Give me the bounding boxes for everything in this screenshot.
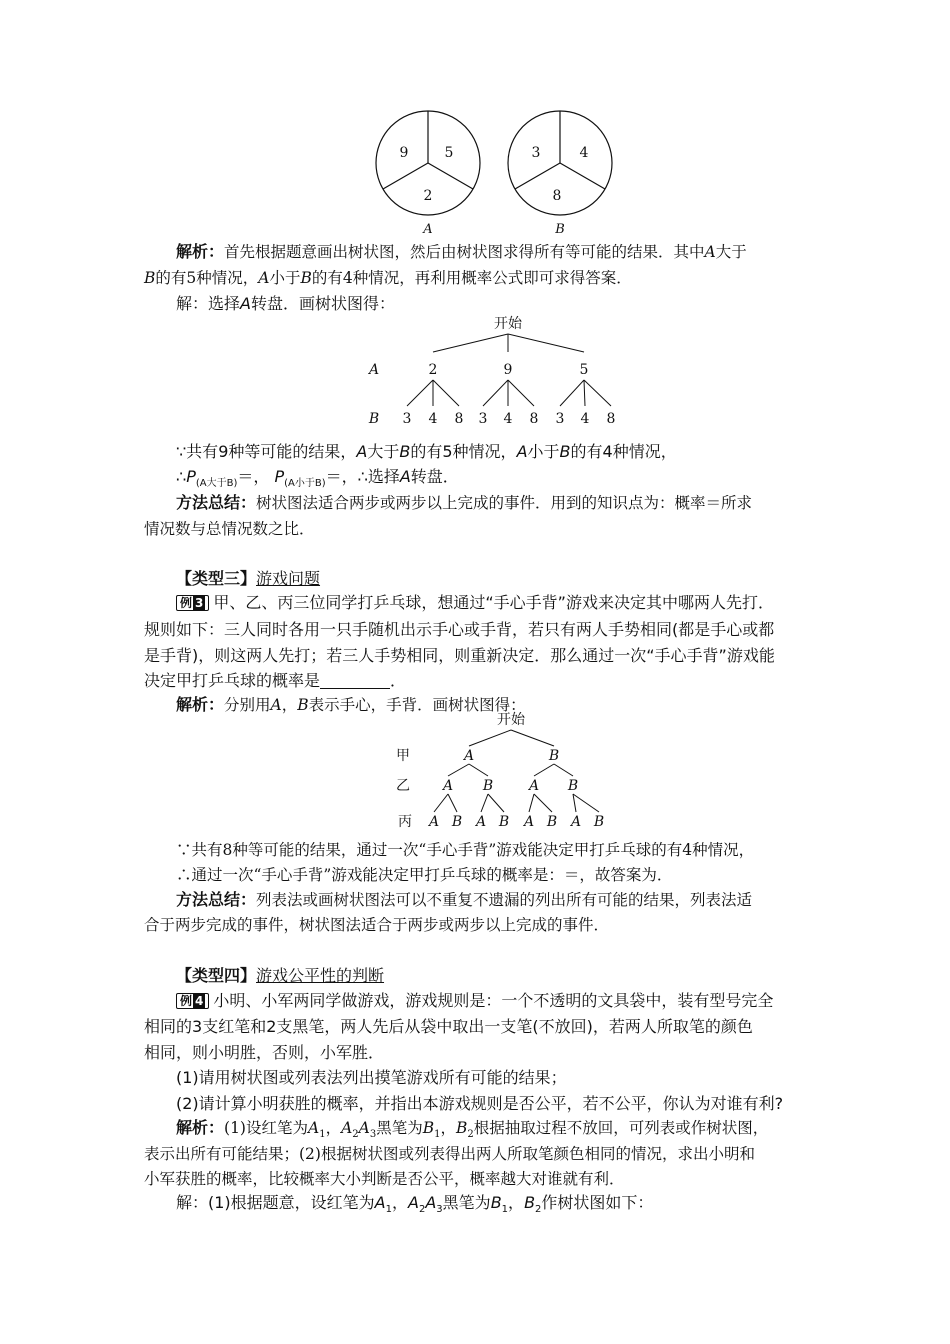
var-b: B — [456, 1119, 468, 1137]
text: ∴ — [176, 467, 187, 486]
type3-question-line3 — [144, 645, 775, 667]
num: 4 — [602, 442, 613, 461]
text: 大于 — [367, 442, 400, 461]
num: 2 — [266, 1017, 277, 1036]
summary-text: 树状图法适合两步或两步以上完成的事件．用到的知识点为：概率＝所求 — [256, 494, 753, 512]
subscript: 2 — [467, 1129, 474, 1141]
subscript: 1 — [501, 1204, 509, 1216]
tree2-l3-node: A — [428, 814, 440, 830]
type3-question-line1 — [176, 592, 774, 614]
spinner-b-n3: 8 — [552, 188, 562, 204]
type3-question-line4 — [144, 670, 406, 692]
type4-analysis-line1 — [176, 1117, 768, 1146]
num: 4 — [342, 269, 353, 287]
question-text: 是手背)，则这两人先打；若三人手势相同，则重新决定．那么通过一次“手心手背”游戏能 — [144, 646, 775, 665]
tree1-b-node: 3 — [555, 411, 565, 427]
prob-subscript: (A小于B) — [284, 478, 326, 490]
tree2-yi: 乙 — [396, 778, 410, 794]
question-text: 规则如下：三人同时各用一只手随机出示手心或手背，若只有两人手势相同(都是手心或都 — [144, 620, 775, 639]
ex2-because — [176, 441, 677, 463]
num: 4 — [682, 841, 693, 859]
spinner-a-n1: 9 — [399, 145, 409, 161]
tree2-l3-node: B — [593, 814, 605, 830]
prob-symbol: P — [274, 467, 285, 486]
var-a: A — [408, 1193, 419, 1212]
num: 5 — [442, 442, 453, 461]
tree2-l2-node: B — [567, 778, 579, 794]
num: 5 — [186, 269, 197, 287]
subscript: 1 — [385, 1204, 392, 1216]
type3-heading — [176, 568, 320, 590]
var-b: B — [399, 442, 411, 461]
var-a: A — [341, 1119, 353, 1137]
var-a: A — [399, 467, 411, 486]
spinner-b — [508, 111, 612, 237]
text: 转盘． — [410, 467, 459, 486]
spinner-b-label: B — [555, 222, 565, 237]
analysis-text: 小军获胜的概率，比较概率大小判断是否公平，概率越大对谁就有利． — [144, 1170, 625, 1188]
text: 种等可能的结果，通过一次“手心手背”游戏能决定甲打乒乓球的有 — [232, 841, 683, 859]
analysis-text: 小于 — [269, 269, 301, 287]
text: ∴通过一次“手心手背”游戏能决定甲打乒乓球的概率是：＝，故答案为． — [176, 866, 673, 884]
var-a: A — [240, 294, 251, 313]
analysis-text: ， — [440, 1119, 457, 1137]
prob-subscript: (A大于B) — [195, 478, 238, 490]
analysis-text: 分别用 — [224, 696, 271, 714]
tree2-l3-node: B — [546, 814, 558, 830]
tree2-jia: 甲 — [396, 748, 410, 764]
solution-text: 黑笔为 — [442, 1193, 491, 1212]
analysis-text: 种情况，再利用概率公式即可求得答案． — [352, 269, 632, 287]
analysis-text: 根据抽取过程不放回，可列表或作树状图， — [473, 1119, 769, 1137]
type3-summary-line2 — [144, 914, 609, 936]
question-text: 决定甲打乒乓球的概率是 — [144, 671, 321, 690]
tree2-start: 开始 — [497, 712, 525, 728]
type3-question-line2 — [144, 619, 774, 641]
var-a: A — [516, 442, 528, 461]
type3-summary-line1 — [176, 889, 752, 911]
text: ＝，∴选择 — [325, 467, 400, 486]
question-part: (1)请用树状图或列表法列出摸笔游戏所有可能的结果； — [176, 1068, 567, 1087]
tree1-b-node: 4 — [503, 411, 513, 427]
text: 的有 — [410, 442, 443, 461]
var-a: A — [356, 442, 368, 461]
tree2-bing: 丙 — [398, 814, 412, 830]
analysis-text: 的有 — [155, 269, 187, 287]
analysis-text: 的有 — [311, 269, 343, 287]
spinner-diagram — [0, 0, 950, 240]
tree1-b-node: 3 — [478, 411, 488, 427]
summary-label: 方法总结： — [176, 890, 257, 909]
ex2-summary-line1 — [176, 492, 752, 514]
num: 3 — [192, 1017, 203, 1036]
analysis-text: 表示手心，手背．画树状图得： — [308, 696, 526, 714]
var-a: A — [358, 1119, 370, 1137]
question-part: (2)请计算小明获胜的概率，并指出本游戏规则是否公平，若不公平，你认为对谁有利? — [176, 1094, 784, 1113]
prob-symbol: P — [186, 467, 196, 486]
badge-num: 3 — [195, 596, 204, 610]
type4-question-line2 — [144, 1016, 753, 1038]
tree2-l3-node: A — [475, 814, 487, 830]
tree1-a-node: 5 — [579, 362, 589, 378]
summary-text: 列表法或画树状图法可以不重复不遗漏的列出所有可能的结果，列表法适 — [256, 891, 753, 909]
heading-tag: 【类型三】 — [176, 569, 257, 588]
var-b: B — [422, 1119, 435, 1137]
subscript: 2 — [352, 1129, 359, 1141]
type4-question-line3 — [144, 1042, 384, 1064]
subscript: 2 — [535, 1204, 542, 1216]
text: 种情况， — [452, 442, 517, 461]
spinner-a-n3: 2 — [423, 188, 433, 204]
type4-part1 — [176, 1067, 567, 1089]
analysis-label: 解析： — [176, 242, 225, 261]
text: ∵共有 — [176, 442, 219, 461]
tree2-l3-node: A — [523, 814, 535, 830]
tree1-row-b-label: B — [368, 411, 380, 427]
num: 9 — [218, 442, 229, 461]
analysis-text: (1)设红笔为 — [224, 1119, 308, 1137]
analysis-label: 解析： — [176, 1118, 225, 1137]
ex2-therefore — [176, 466, 459, 495]
var-b: B — [300, 269, 312, 287]
tree2-l3-node: B — [498, 814, 510, 830]
type3-because — [176, 839, 754, 861]
tree2-l2-node: A — [528, 778, 540, 794]
tree1-start: 开始 — [494, 316, 522, 332]
tree1-b-node: 8 — [529, 411, 539, 427]
text: 种情况， — [692, 841, 755, 859]
badge-text: 例 — [180, 994, 193, 1008]
analysis-text: ， — [325, 1119, 342, 1137]
tree2-l1-node: A — [463, 748, 475, 764]
question-text: 支红笔和 — [202, 1017, 267, 1036]
text: 小于 — [527, 442, 560, 461]
analysis-label: 解析： — [176, 695, 225, 714]
analysis-text: 大于 — [715, 243, 747, 261]
text: ∵共有 — [176, 841, 223, 859]
solution-text: ， — [508, 1193, 525, 1212]
subscript: 1 — [434, 1129, 441, 1141]
answer-blank[interactable] — [320, 672, 390, 689]
question-text: 小明、小军两同学做游戏，游戏规则是：一个不透明的文具袋中，装有型号完全 — [213, 991, 774, 1010]
solution-text: 解：选择 — [176, 294, 241, 313]
tree1-b-node: 4 — [428, 411, 438, 427]
analysis-text: 种情况， — [196, 269, 259, 287]
tree1-row-a-label: A — [368, 362, 380, 378]
tree2-l3-node: A — [570, 814, 582, 830]
question-text: ． — [390, 671, 407, 690]
var-a: A — [270, 696, 282, 714]
analysis-text: 首先根据题意画出树状图，然后由树状图求得所有等可能的结果．其中 — [224, 243, 705, 261]
tree1-b-node: 8 — [606, 411, 616, 427]
var-a: A — [425, 1193, 437, 1212]
solution-text: ， — [392, 1193, 409, 1212]
tree1-b-node: 3 — [402, 411, 412, 427]
solution-text: 解：(1)根据题意，设红笔为 — [176, 1193, 375, 1212]
subscript: 1 — [319, 1129, 326, 1141]
subscript: 2 — [418, 1204, 426, 1216]
tree1-a-node: 9 — [503, 362, 513, 378]
var-b: B — [297, 696, 309, 714]
type3-therefore — [176, 864, 672, 886]
var-a: A — [307, 1119, 320, 1137]
var-a: A — [374, 1193, 386, 1212]
ex2-analysis-line2 — [144, 267, 632, 289]
type4-analysis-line3 — [144, 1168, 625, 1190]
num: 8 — [222, 841, 233, 859]
solution-text: 转盘．画树状图得： — [250, 294, 395, 313]
badge-text: 例 — [180, 596, 193, 610]
tree2-l2-node: B — [482, 778, 494, 794]
var-b: B — [524, 1193, 536, 1212]
question-text: 相同，则小明胜，否则，小军胜． — [144, 1043, 385, 1062]
spinner-b-n1: 3 — [531, 145, 541, 161]
tree2-l2-node: A — [442, 778, 454, 794]
text: 的有 — [570, 442, 603, 461]
tree1-a-node: 2 — [428, 362, 438, 378]
var-b: B — [490, 1193, 502, 1212]
analysis-text: 黑笔为 — [376, 1119, 423, 1137]
tree1-b-node: 8 — [454, 411, 464, 427]
var-b: B — [144, 269, 156, 287]
subscript: 3 — [369, 1129, 377, 1141]
example-badge — [176, 993, 209, 1009]
subscript: 3 — [436, 1204, 443, 1216]
example-badge — [176, 595, 209, 611]
var-a: A — [704, 243, 716, 261]
type4-part2 — [176, 1093, 783, 1115]
spinner-a — [376, 111, 480, 237]
summary-text: 合于两步完成的事件，树状图法适合于两步或两步以上完成的事件． — [144, 916, 610, 934]
spinner-a-label: A — [423, 222, 433, 237]
type4-analysis-line2 — [144, 1143, 755, 1165]
ex2-summary-line2 — [144, 518, 315, 540]
var-a: A — [258, 269, 270, 287]
tree2-l1-node: B — [548, 748, 560, 764]
summary-label: 方法总结： — [176, 493, 257, 512]
question-text: 相同的 — [144, 1017, 193, 1036]
badge-num: 4 — [195, 994, 204, 1008]
question-text: 支黑笔，两人先后从袋中取出一支笔(不放回)，若两人所取笔的颜色 — [276, 1017, 753, 1036]
analysis-text: 表示出所有可能结果；(2)根据树状图或列表得出两人所取笔颜色相同的情况，求出小明和 — [144, 1145, 755, 1163]
spinner-a-n2: 5 — [444, 145, 454, 161]
text: 种情况， — [612, 442, 677, 461]
tree-diagram-2 — [0, 704, 950, 834]
spinner-b-n2: 4 — [579, 145, 589, 161]
tree-diagram-1 — [0, 300, 950, 440]
question-text: 甲、乙、丙三位同学打乒乓球，想通过“手心手背”游戏来决定其中哪两人先打． — [213, 593, 774, 612]
summary-text: 情况数与总情况数之比． — [144, 520, 315, 538]
var-b: B — [559, 442, 571, 461]
tree2-l3-node: B — [451, 814, 463, 830]
solution-text: 作树状图如下： — [541, 1193, 654, 1212]
type4-heading — [176, 965, 384, 987]
type4-question-line1 — [176, 990, 773, 1012]
heading-title: 游戏公平性的判断 — [256, 966, 385, 985]
heading-title: 游戏问题 — [256, 569, 321, 588]
text: ＝， — [237, 467, 270, 486]
tree1-b-node: 4 — [580, 411, 590, 427]
type4-solution — [176, 1192, 653, 1221]
ex2-analysis-line1 — [176, 241, 747, 263]
text: 种等可能的结果， — [228, 442, 357, 461]
analysis-text: ， — [281, 696, 298, 714]
heading-tag: 【类型四】 — [176, 966, 257, 985]
